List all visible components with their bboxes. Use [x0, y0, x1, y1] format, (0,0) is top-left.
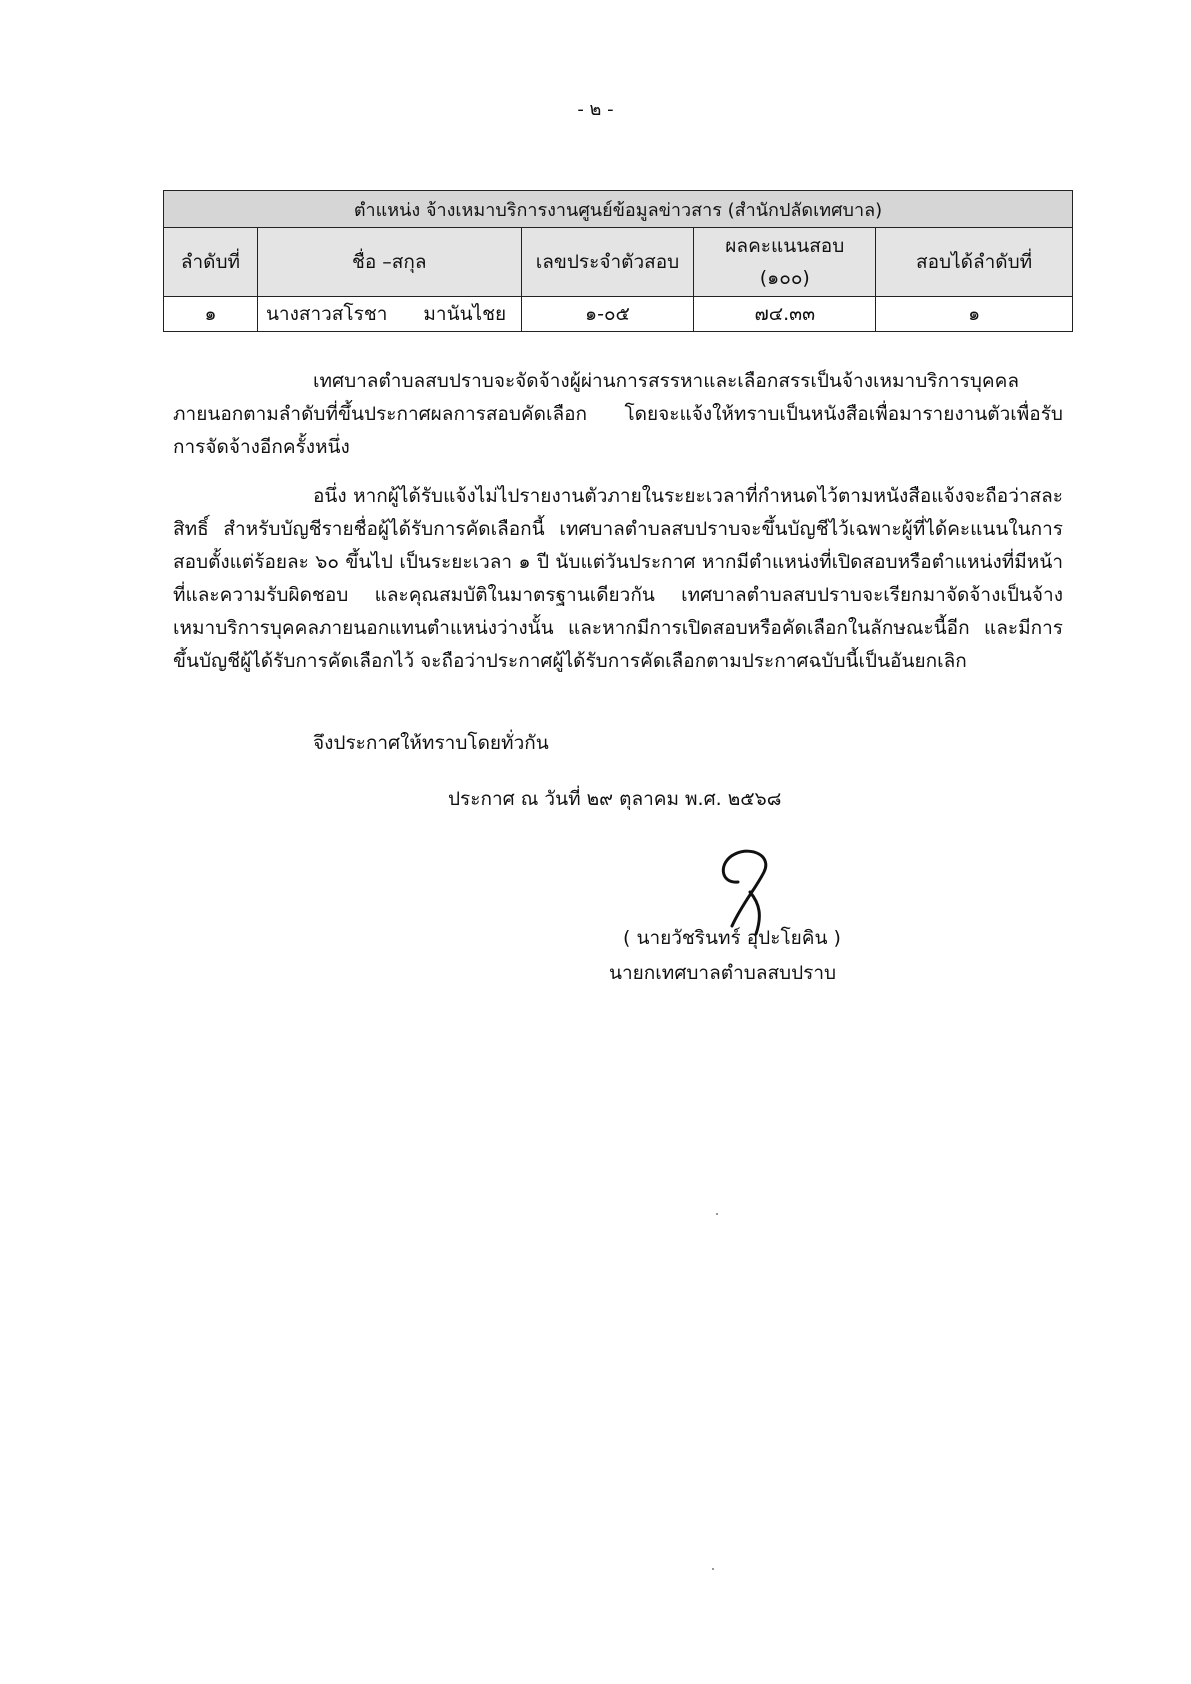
cell-score: ๗๔.๓๓: [694, 297, 876, 332]
paragraph-conditions: อนึ่ง หากผู้ได้รับแจ้งไม่ไปรายงานตัวภายในระยะเวลาที่กำหนดไว้ตามหนังสือแจ้งจะถือว่าสละสิทธิ์ สำหรับบัญชีรายชื่อผู้ได้รับการคัดเลือกนี้ เทศบาลตำบลสบปราบจะขึ้นบัญชีไว้เฉพาะผู้ที่ได้คะแนนในการสอบตั้งแต่ร้อยละ ๖๐ ขึ้นไป เป็นระยะเวลา ๑ ปี นับแต่วันประกาศ หากมีตำแหน่งที่เปิดสอบหรือตำแหน่งที่มีหน้าที่และความรับผิดชอบ และคุณสมบัติในมาตรฐานเดียวกัน เทศบาลตำบลสบปราบจะเรียกมาจัดจ้างเป็นจ้างเหมาบริการบุคคลภายนอกแทนตำแหน่งว่างนั้น และหากมีการเปิดสอบหรือคัดเลือกในลักษณะนี้อีก และมีการขึ้นบัญชีผู้ได้รับการคัดเลือกไว้ จะถือว่าประกาศผู้ได้รับการคัดเลือกตามประกาศฉบับนี้เป็นอันยกเลิก: [173, 485, 1063, 672]
scan-speck: [712, 1568, 714, 1570]
header-rank: สอบได้ลำดับที่: [876, 228, 1073, 297]
position-title: ตำแหน่ง จ้างเหมาบริการงานศูนย์ข้อมูลข่าวสาร (สำนักปลัดเทศบาล): [164, 191, 1073, 228]
table-header-row: [164, 228, 1073, 297]
announce-date: ประกาศ ณ วันที่ ๒๙ ตุลาคม พ.ศ. ๒๕๖๘: [448, 788, 782, 810]
cell-exam-id: ๑-๐๕: [521, 297, 694, 332]
page-number: - ๒ -: [577, 99, 614, 120]
paragraph-hiring: เทศบาลตำบลสบปราบจะจัดจ้างผู้ผ่านการสรรหาและเลือกสรรเป็นจ้างเหมาบริการบุคคลภายนอกตามลำดับที่ขึ้นประกาศผลการสอบคัดเลือก โดยจะแจ้งให้ทราบเป็นหนังสือเพื่อมารายงานตัวเพื่อรับการจัดจ้างอีกครั้งหนึ่ง: [173, 370, 1063, 458]
scan-speck: [716, 1213, 718, 1215]
header-name: ชื่อ –สกุล: [257, 228, 521, 297]
paragraph-closing: จึงประกาศให้ทราบโดยทั่วกัน: [313, 732, 549, 754]
header-exam-id: เลขประจำตัวสอบ: [521, 228, 694, 297]
header-order: ลำดับที่: [164, 228, 258, 297]
table-row: [164, 297, 1073, 332]
cell-first-name: นางสาวสโรชา: [265, 303, 388, 325]
cell-name: [257, 297, 521, 332]
signer-title: นายกเทศบาลตำบลสบปราบ: [609, 962, 837, 984]
cell-order: ๑: [164, 297, 258, 332]
cell-last-name: มานันไชย: [423, 303, 507, 325]
cell-rank: ๑: [876, 297, 1073, 332]
signer-name: ( นายวัชรินทร์ อุปะโยคิน ): [623, 927, 841, 949]
header-score: [694, 228, 876, 297]
position-title-row: [164, 191, 1073, 228]
header-score-max: (๑๐๐): [759, 267, 810, 289]
header-score-label: ผลคะแนนสอบ: [725, 235, 845, 257]
exam-result-table: [163, 190, 1073, 332]
